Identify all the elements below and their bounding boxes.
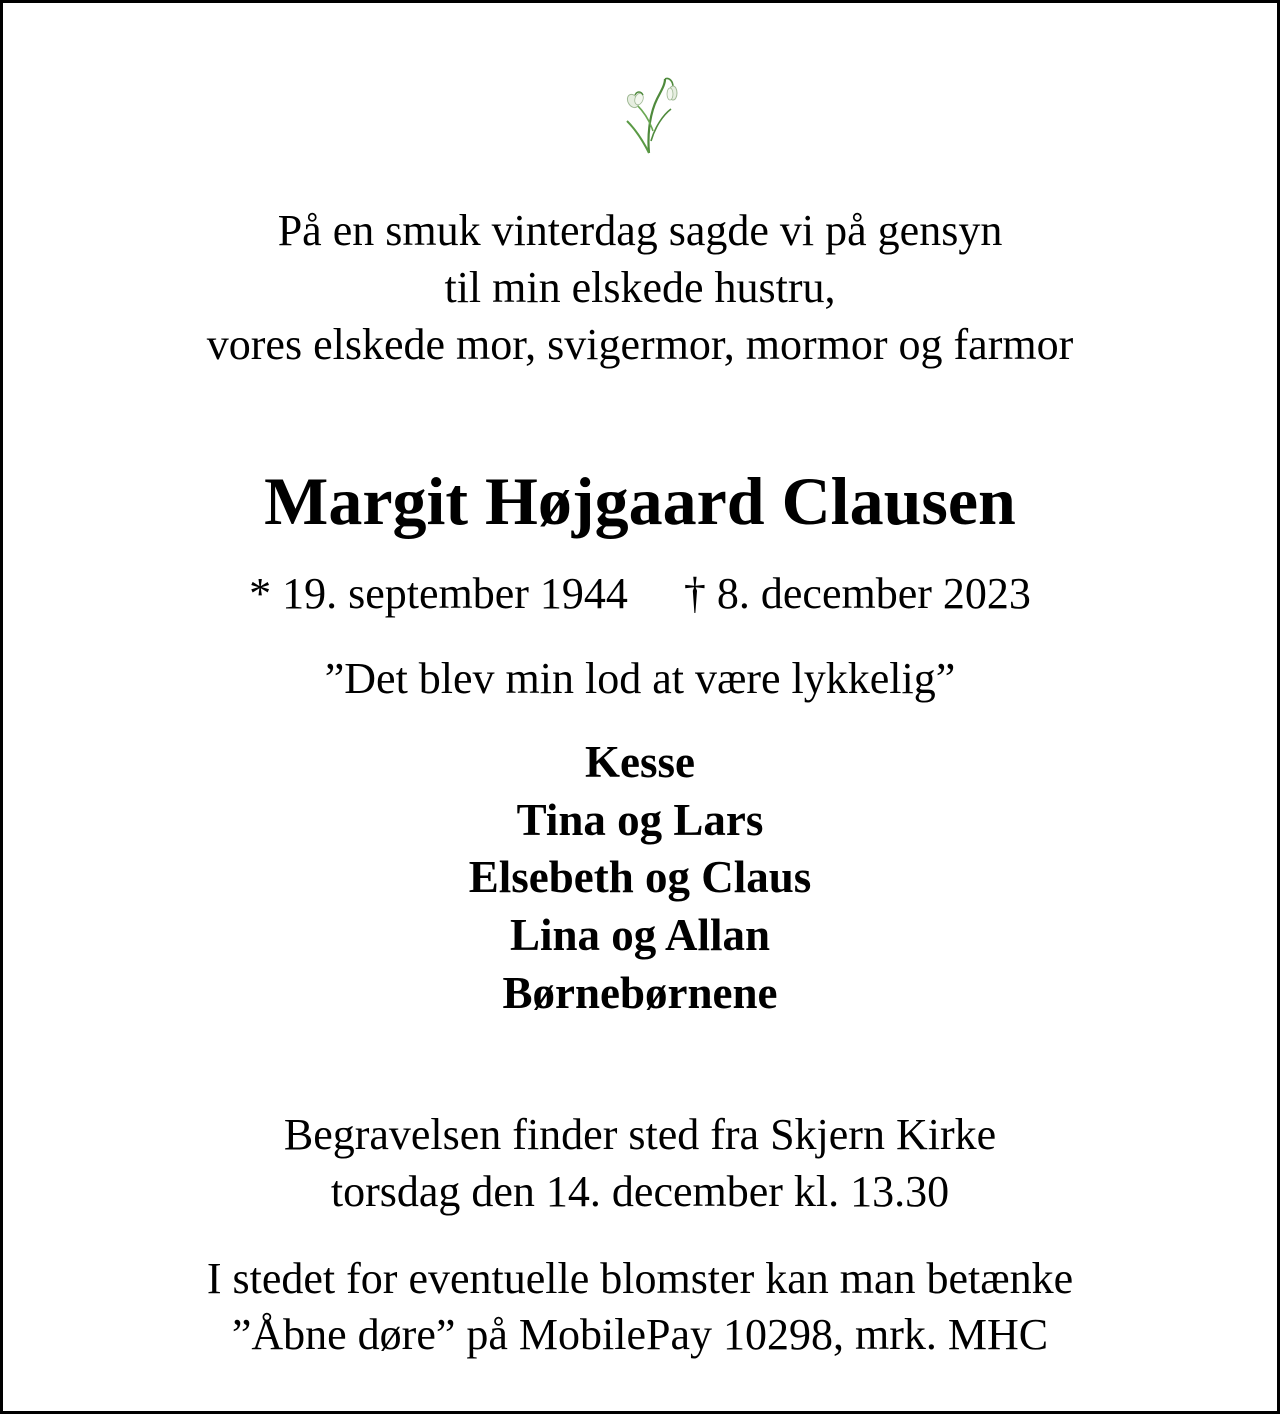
donation-line-2: ”Åbne døre” på MobilePay 10298, mrk. MHC xyxy=(231,1310,1049,1359)
family-member: Børnebørnene xyxy=(502,968,778,1018)
intro-line-2: til min elskede hustru, xyxy=(444,263,836,312)
life-dates xyxy=(3,566,1277,622)
family-member: Lina og Allan xyxy=(509,910,771,960)
funeral-line-1: Begravelsen finder sted fra Skjern Kirke xyxy=(283,1110,997,1159)
funeral-line-2: torsdag den 14. december kl. 13.30 xyxy=(330,1167,950,1216)
family-member: Tina og Lars xyxy=(516,795,764,845)
snowdrop-flower-icon xyxy=(613,71,679,155)
death-date: † 8. december 2023 xyxy=(683,569,1031,618)
family-member: Kesse xyxy=(585,737,695,787)
intro-line-3: vores elskede mor, svigermor, mormor og farmor xyxy=(206,320,1074,369)
family-member: Elsebeth og Claus xyxy=(468,852,812,902)
donation-line-1: I stedet for eventuelle blomster kan man betænke xyxy=(206,1254,1074,1303)
birth-date: * 19. september 1944 xyxy=(249,569,628,618)
intro-line-1: På en smuk vinterdag sagde vi på gensyn xyxy=(277,206,1003,255)
deceased-name: Margit Højgaard Clausen xyxy=(264,463,1016,539)
memorial-quote: ”Det blev min lod at være lykkelig” xyxy=(324,654,956,703)
